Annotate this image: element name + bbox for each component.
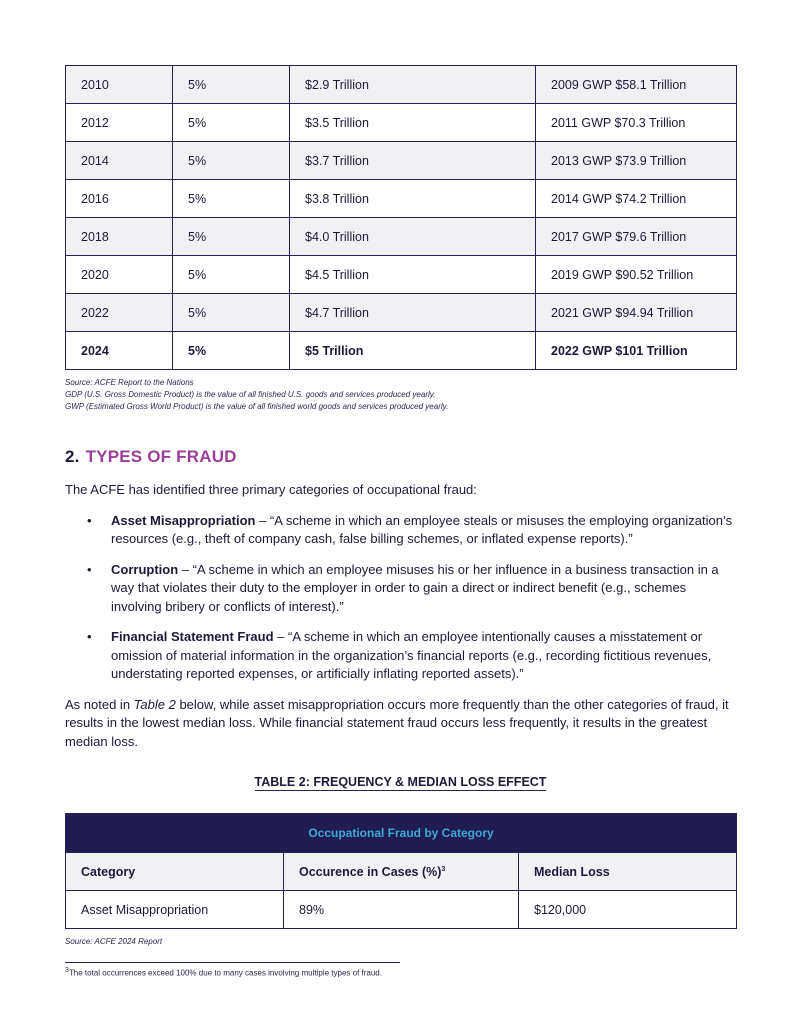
year-cell: 2014 <box>66 142 173 180</box>
bullet-icon: • <box>87 629 92 644</box>
column-header-category: Category <box>66 853 284 891</box>
year-cell: 2010 <box>66 66 173 104</box>
gdp-note: GDP (U.S. Gross Domestic Product) is the value of all finished U.S. goods and services produced yearly. <box>65 390 436 399</box>
fraud-categories-list <box>65 512 736 684</box>
fraud-estimate-table <box>65 65 737 370</box>
loss-cell: $3.5 Trillion <box>290 104 536 142</box>
gwp-cell: 2014 GWP $74.2 Trillion <box>536 180 737 218</box>
loss-cell: $4.7 Trillion <box>290 294 536 332</box>
gwp-cell: 2019 GWP $90.52 Trillion <box>536 256 737 294</box>
year-cell: 2024 <box>66 332 173 370</box>
table-row <box>66 66 737 104</box>
percent-cell: 5% <box>173 104 290 142</box>
table-row <box>66 104 737 142</box>
table-row <box>66 891 737 929</box>
section-number: 2. <box>65 447 80 466</box>
table-row <box>66 256 737 294</box>
bullet-text: – “A scheme in which an employee steals or misuses the employing organization’s resources (e.g., theft of company cash, false billing schemes, or inflated expense reports).” <box>111 512 733 546</box>
bullet-text: – “A scheme in which an employee misuses his or her influence in a business transaction in a way that violates their duty to the employer in order to gain a direct or indirect benefit (e.g., schemes involving bribery or conflicts of interest).” <box>111 561 719 614</box>
column-header-text: Occurence in Cases (%) <box>299 864 442 879</box>
gwp-cell: 2013 GWP $73.9 Trillion <box>536 142 737 180</box>
list-item <box>65 628 736 684</box>
year-cell: 2016 <box>66 180 173 218</box>
bullet-icon: • <box>87 561 92 577</box>
year-cell: 2012 <box>66 104 173 142</box>
section-intro: The ACFE has identified three primary categories of occupational fraud: <box>65 482 477 497</box>
percent-cell: 5% <box>173 332 290 370</box>
percent-cell: 5% <box>173 256 290 294</box>
paragraph-text: As noted in <box>65 696 134 712</box>
gwp-cell: 2009 GWP $58.1 Trillion <box>536 66 737 104</box>
table-row <box>66 294 737 332</box>
fraud-category-table <box>65 813 737 929</box>
loss-cell: $5 Trillion <box>290 332 536 370</box>
document-page <box>65 65 736 978</box>
list-item <box>65 561 736 617</box>
loss-cell: $3.7 Trillion <box>290 142 536 180</box>
table-row <box>66 142 737 180</box>
occurrence-cell: 89% <box>284 891 519 929</box>
year-cell: 2020 <box>66 256 173 294</box>
table2-caption <box>65 775 736 791</box>
table2-banner: Occupational Fraud by Category <box>66 814 737 853</box>
gwp-cell: 2017 GWP $79.6 Trillion <box>536 218 737 256</box>
gwp-cell: 2021 GWP $94.94 Trillion <box>536 294 737 332</box>
loss-cell: $4.5 Trillion <box>290 256 536 294</box>
percent-cell: 5% <box>173 218 290 256</box>
section-heading <box>65 447 736 467</box>
table-row-total <box>66 332 737 370</box>
footnote-mark: 3 <box>441 865 446 873</box>
footnote-text: The total occurrences exceed 100% due to many cases involving multiple types of fraud. <box>68 968 382 978</box>
percent-cell: 5% <box>173 294 290 332</box>
table2-caption-text: TABLE 2: FREQUENCY & MEDIAN LOSS EFFECT <box>254 775 547 789</box>
gwp-cell: 2022 GWP $101 Trillion <box>536 332 737 370</box>
loss-cell: $4.0 Trillion <box>290 218 536 256</box>
median-loss-cell: $120,000 <box>519 891 737 929</box>
table2-reference-paragraph <box>65 696 736 752</box>
bullet-term: Asset Misappropriation <box>111 512 256 528</box>
gwp-note: GWP (Estimated Gross World Product) is the value of all finished world goods and services produced yearly. <box>65 402 449 411</box>
percent-cell: 5% <box>173 180 290 218</box>
year-cell: 2018 <box>66 218 173 256</box>
source-note: Source: ACFE Report to the Nations <box>65 378 194 387</box>
bullet-text: – “A scheme in which an employee intentionally causes a misstatement or omission of material information in the organization’s financial reports (e.g., recording fictitious revenues, understating reported expenses, or artificially inflating reported assets).” <box>111 629 712 681</box>
bullet-term: Corruption <box>111 561 179 577</box>
loss-cell: $3.8 Trillion <box>290 180 536 218</box>
year-cell: 2022 <box>66 294 173 332</box>
paragraph-text: below, while asset misappropriation occurs more frequently than the other categories of fraud, it results in the lowest median loss. While financial statement fraud occurs less frequently, it results in the greatest median loss. <box>65 696 729 749</box>
table-row <box>66 218 737 256</box>
table2-source: Source: ACFE 2024 Report <box>65 937 163 946</box>
table-reference: Table 2 <box>133 696 176 712</box>
section-title: TYPES OF FRAUD <box>85 447 237 466</box>
list-item <box>65 512 736 549</box>
footnote-divider <box>65 962 400 963</box>
table1-notes <box>65 377 736 413</box>
percent-cell: 5% <box>173 66 290 104</box>
table-row <box>66 180 737 218</box>
percent-cell: 5% <box>173 142 290 180</box>
bullet-icon: • <box>87 512 92 528</box>
loss-cell: $2.9 Trillion <box>290 66 536 104</box>
column-header-median-loss: Median Loss <box>519 853 737 891</box>
bullet-term: Financial Statement Fraud <box>111 629 274 644</box>
category-cell: Asset Misappropriation <box>66 891 284 929</box>
column-header-occurrence <box>284 853 519 891</box>
footnote-number: 3 <box>65 967 69 974</box>
table2-header-row <box>66 853 737 891</box>
footnote <box>65 967 736 978</box>
gwp-cell: 2011 GWP $70.3 Trillion <box>536 104 737 142</box>
